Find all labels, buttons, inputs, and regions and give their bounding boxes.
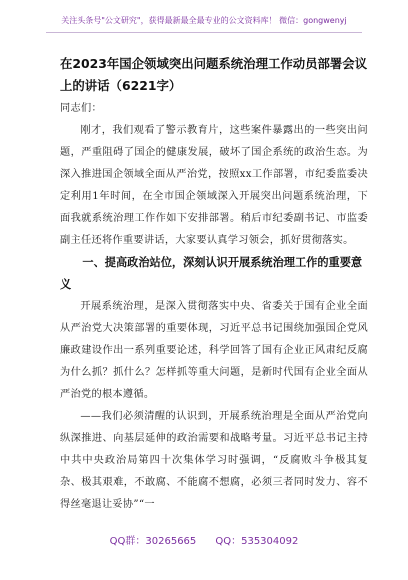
header-promo-note: 关注头条号"公文研究"，获得最新最全最专业的公文资料库！ 微信：gongwenyj (46, 10, 362, 33)
document-title: 在2023年国企领域突出问题系统治理工作动员部署会议上的讲话（6221字） (60, 56, 368, 93)
section-heading: 一、提高政治站位，深刻认识开展系统治理工作的重要意义 (60, 256, 363, 291)
section-paragraph: ——我们必须清醒的认识到，开展系统治理是全面从严治党向纵深推进、向基层延伸的政治需要和战略考量。习近平总书记主持中共中央政治局第四十次集体学习时强调，“反腐败斗争极其复杂、极其艰难，不敢腐、不能腐不想腐，必须三者同时发力、容不得丝毫退让妥协”“一 (60, 411, 368, 510)
salutation: 同志们： (60, 103, 102, 114)
footer-contact-note: QQ群：30265665 QQ：535304092 (109, 536, 299, 547)
body-paragraph: 刚才，我们观看了警示教育片，这些案件暴露出的一些突出问题，严重阻碍了国企的健康发展，破坏了国企系统的政治生态。为深入推进国企领域全面从严治党，按照xx工作部署，市纪委监委决定利用1年时间，在全市国企领域深入开展突出问题系统治理，下面我就系统治理工作作如下安排部署。稍后市纪委副书记、市监委副主任还将作重要讲话，大家要认真学习领会，抓好贯彻落实。 (60, 125, 368, 246)
section-paragraph: 开展系统治理，是深入贯彻落实中央、省委关于国有企业全面从严治党大决策部署的重要体现，习近平总书记围绕加强国企党风廉政建设作出一系列重要论述，科学回答了国有企业正风肃纪反腐为什么抓？抓什么？怎样抓等重大问题，是新时代国有企业全面从严治党的根本遵循。 (60, 301, 368, 400)
document-body (60, 98, 368, 516)
